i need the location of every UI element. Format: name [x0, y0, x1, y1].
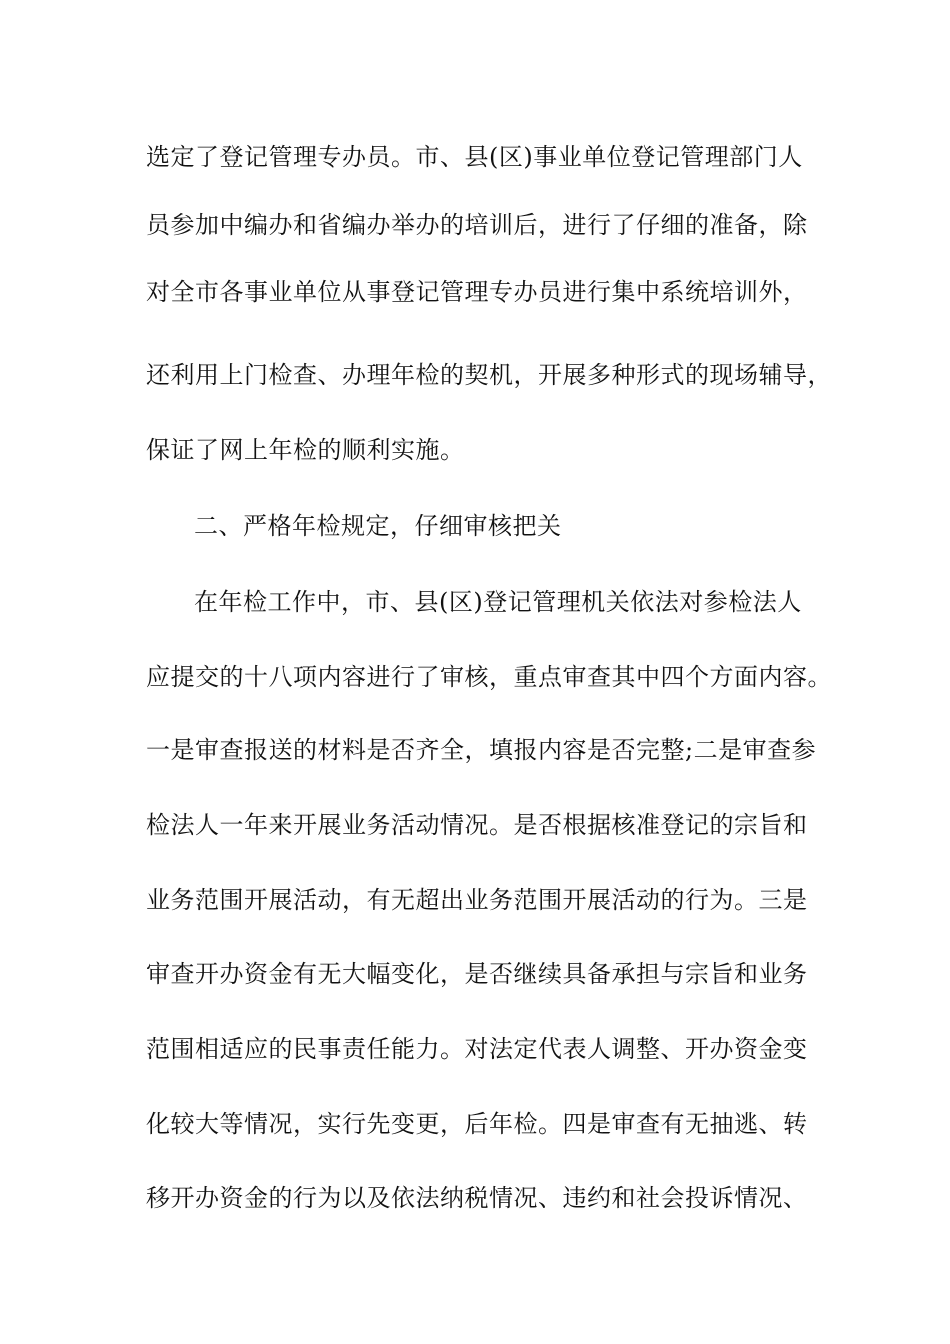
text-line: 范围相适应的民事责任能力。对法定代表人调整、开办资金变 [146, 1035, 808, 1063]
section-heading: 二、严格年检规定，仔细审核把关 [194, 512, 562, 540]
text-line: 员参加中编办和省编办举办的培训后，进行了仔细的准备，除 [146, 211, 808, 239]
text-line: 审查开办资金有无大幅变化，是否继续具备承担与宗旨和业务 [146, 960, 808, 988]
text-line: 还利用上门检查、办理年检的契机，开展多种形式的现场辅导， [146, 361, 832, 389]
text-line: 业务范围开展活动，有无超出业务范围开展活动的行为。三是 [146, 886, 808, 914]
text-line: 一是审查报送的材料是否齐全，填报内容是否完整;二是审查参 [146, 736, 817, 764]
text-line: 检法人一年来开展业务活动情况。是否根据核准登记的宗旨和 [146, 811, 808, 839]
text-line: 保证了网上年检的顺利实施。 [146, 436, 465, 464]
text-line: 移开办资金的行为以及依法纳税情况、违约和社会投诉情况、 [146, 1184, 808, 1212]
text-line: 化较大等情况，实行先变更，后年检。四是审查有无抽逃、转 [146, 1110, 808, 1138]
text-line: 对全市各事业单位从事登记管理专办员进行集中系统培训外， [146, 278, 808, 306]
paragraph-first-line: 在年检工作中，市、县(区)登记管理机关依法对参检法人 [194, 588, 802, 616]
text-line: 选定了登记管理专办员。市、县(区)事业单位登记管理部门人 [146, 143, 803, 171]
text-line: 应提交的十八项内容进行了审核，重点审查其中四个方面内容。 [146, 663, 832, 691]
